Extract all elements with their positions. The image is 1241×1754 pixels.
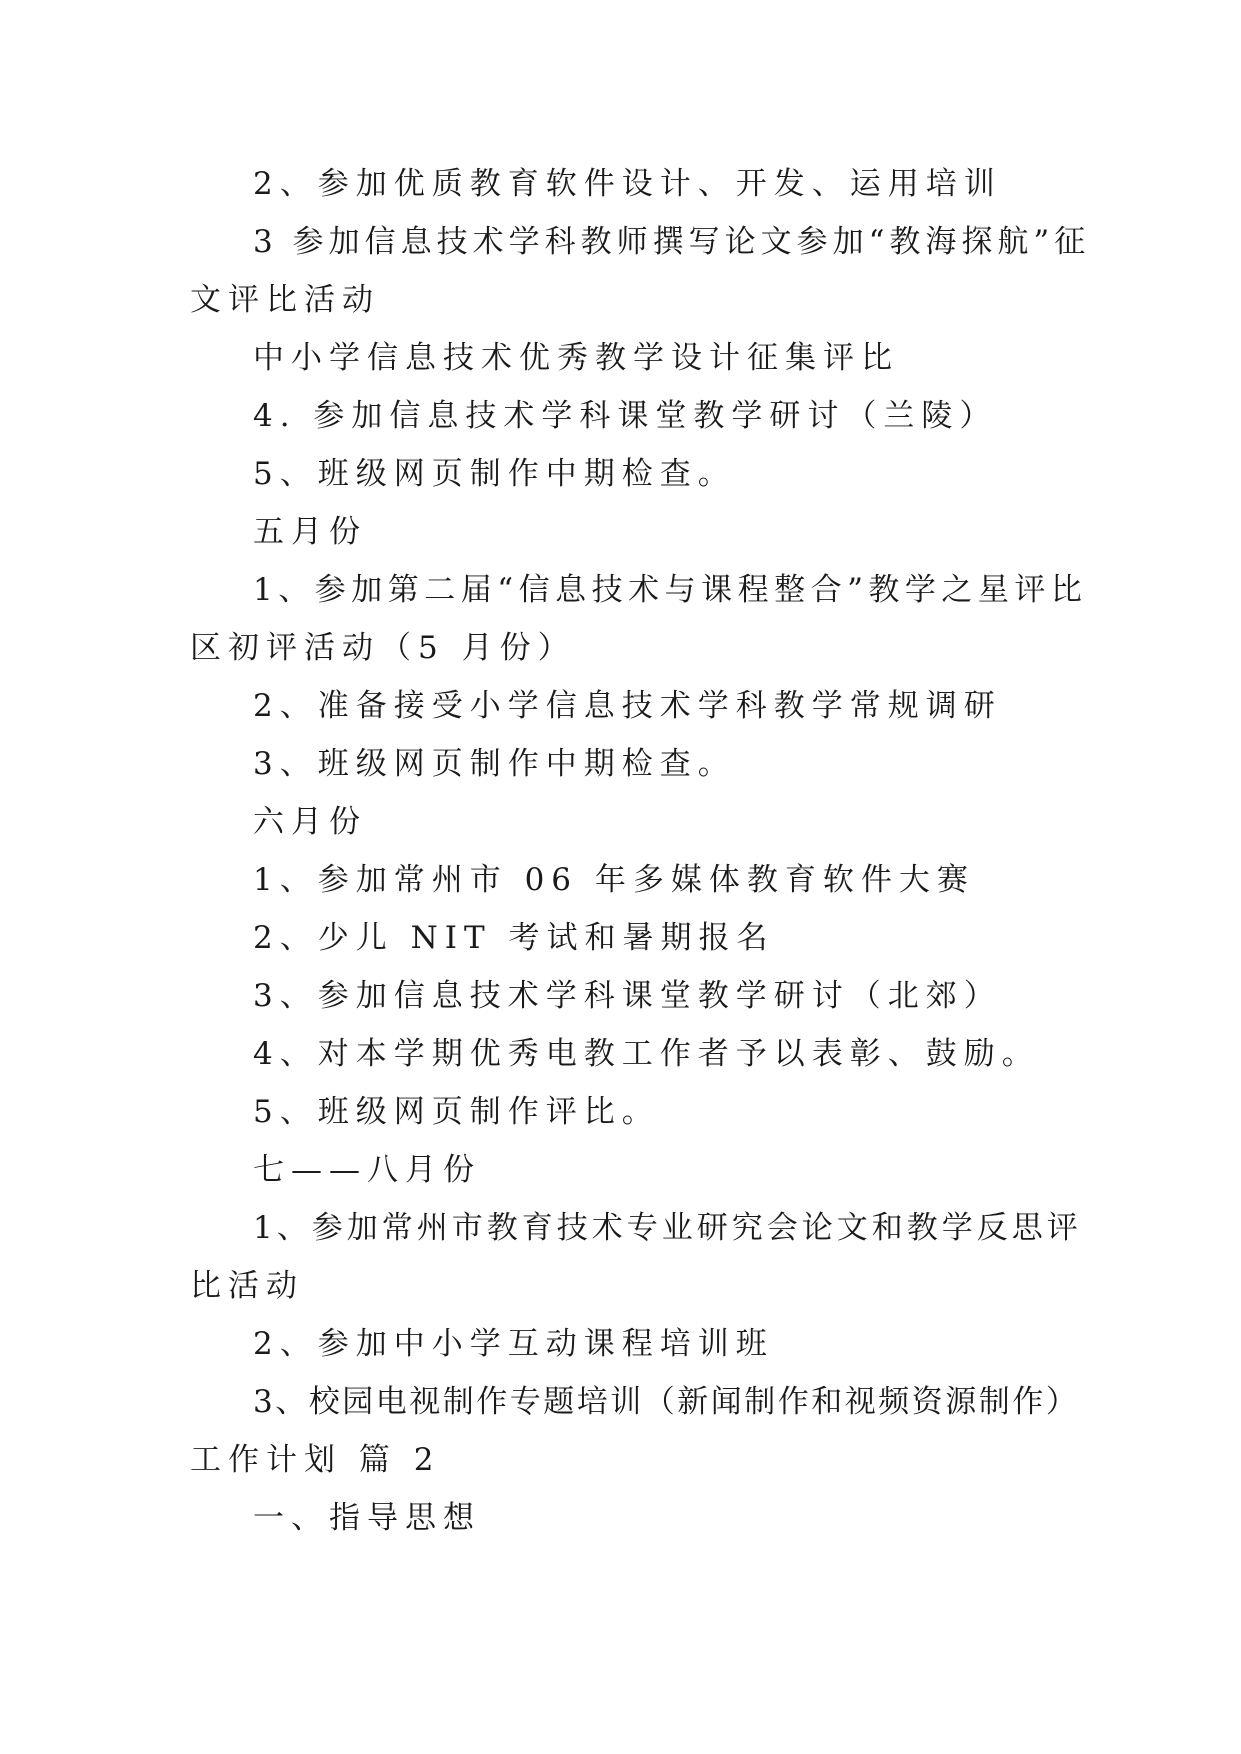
text-line: 5、班级网页制作评比。 — [253, 1094, 660, 1130]
text-line: 2、参加优质教育软件设计、开发、运用培训 — [253, 166, 1002, 202]
text-line: 3、参加信息技术学科课堂教学研讨（北郊） — [253, 978, 1002, 1014]
text-line: 4. 参加信息技术学科课堂教学研讨（兰陵） — [253, 398, 998, 434]
text-line: 3 参加信息技术学科教师撰写论文参加“教海探航”征 — [253, 224, 1091, 260]
text-line: 4、对本学期优秀电教工作者予以表彰、鼓励。 — [253, 1036, 1040, 1072]
section-heading: 七——八月份 — [253, 1152, 481, 1188]
section-heading: 一、指导思想 — [253, 1500, 481, 1536]
section-heading: 六月份 — [253, 804, 367, 840]
text-line: 文评比活动 — [190, 282, 380, 318]
text-line: 5、班级网页制作中期检查。 — [253, 456, 736, 492]
text-line: 区初评活动（5 月份） — [190, 630, 576, 666]
text-line: 1、参加常州市教育技术专业研究会论文和教学反思评 — [253, 1210, 1082, 1246]
text-line: 3、校园电视制作专题培训（新闻制作和视频资源制作） — [253, 1384, 1080, 1420]
text-line: 2、少儿 NIT 考试和暑期报名 — [253, 920, 775, 956]
text-line: 中小学信息技术优秀教学设计征集评比 — [253, 340, 899, 376]
text-line: 2、准备接受小学信息技术学科教学常规调研 — [253, 688, 1002, 724]
text-line: 1、参加第二届“信息技术与课程整合”教学之星评比 — [253, 572, 1088, 608]
text-line: 1、参加常州市 06 年多媒体教育软件大赛 — [253, 862, 975, 898]
text-line: 2、参加中小学互动课程培训班 — [253, 1326, 774, 1362]
section-heading: 五月份 — [253, 514, 367, 550]
text-line: 3、班级网页制作中期检查。 — [253, 746, 736, 782]
section-title: 工作计划 篇 2 — [190, 1442, 441, 1478]
text-line: 比活动 — [190, 1268, 304, 1304]
